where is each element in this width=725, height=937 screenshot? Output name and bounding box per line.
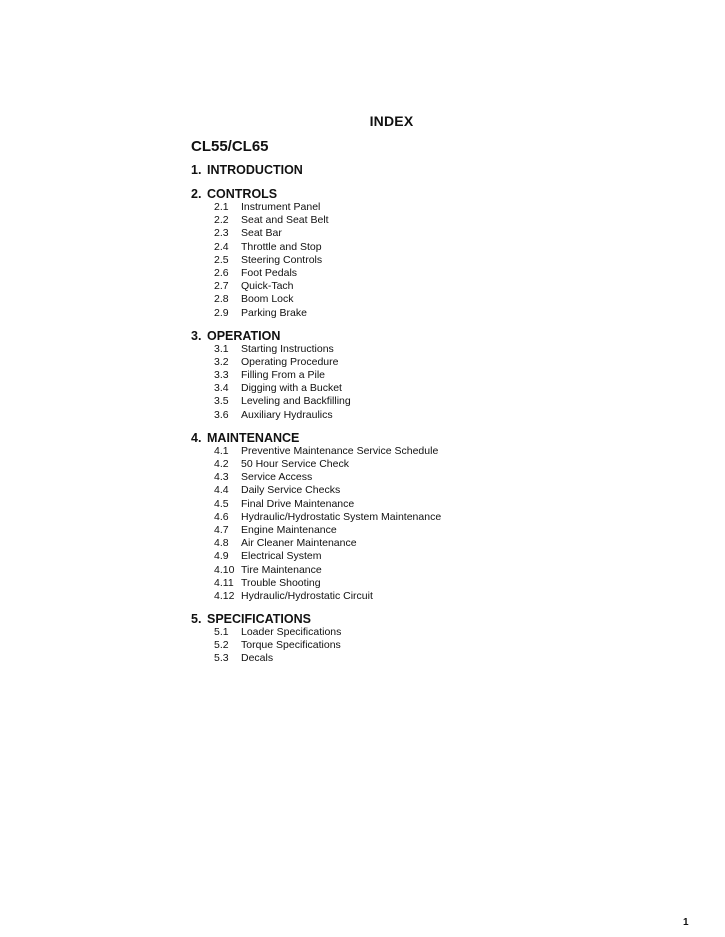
list-item (191, 550, 671, 563)
list-item (191, 445, 671, 458)
list-item (191, 307, 671, 320)
item-label: Trouble Shooting (241, 576, 321, 589)
section-item-list (191, 201, 671, 320)
toc-section (191, 163, 671, 177)
section-number: 2. (191, 187, 202, 201)
list-item (191, 343, 671, 356)
list-item (191, 254, 671, 267)
item-number: 2.6 (214, 266, 229, 279)
item-label: Service Access (241, 471, 313, 484)
item-label: Air Cleaner Maintenance (241, 537, 357, 550)
item-label: Seat Bar (241, 227, 282, 240)
item-number: 5.3 (214, 652, 229, 665)
item-number: 3.3 (214, 369, 229, 382)
item-label: Hydraulic/Hydrostatic System Maintenance (241, 510, 442, 523)
section-title: CONTROLS (207, 187, 278, 201)
item-label: Electrical System (241, 550, 322, 563)
section-heading (191, 329, 671, 343)
item-number: 4.10 (214, 563, 235, 576)
item-label: Final Drive Maintenance (241, 497, 355, 510)
section-heading (191, 612, 671, 626)
section-number: 4. (191, 430, 202, 445)
list-item (191, 293, 671, 306)
list-item (191, 652, 671, 665)
item-number: 4.9 (214, 550, 229, 563)
item-label: Foot Pedals (241, 266, 298, 279)
item-number: 3.6 (214, 408, 229, 421)
item-number: 2.3 (214, 227, 229, 240)
list-item (191, 458, 671, 471)
list-item (191, 590, 671, 603)
list-item (191, 524, 671, 537)
list-item (191, 639, 671, 652)
item-label: Tire Maintenance (241, 563, 322, 576)
list-item (191, 241, 671, 254)
item-number: 5.2 (214, 639, 229, 652)
list-item (191, 267, 671, 280)
item-label: Preventive Maintenance Service Schedule (241, 444, 439, 457)
item-label: Starting Instructions (241, 342, 334, 355)
item-number: 4.7 (214, 523, 229, 536)
item-label: Leveling and Backfilling (241, 395, 351, 408)
list-item (191, 356, 671, 369)
section-item-list (191, 626, 671, 666)
item-number: 4.5 (214, 497, 229, 510)
item-label: Throttle and Stop (241, 240, 322, 253)
item-label: Instrument Panel (241, 201, 321, 213)
item-label: Daily Service Checks (241, 484, 341, 497)
item-label: Torque Specifications (241, 639, 341, 652)
item-number: 4.11 (214, 576, 234, 589)
section-number: 3. (191, 328, 202, 343)
item-label: Filling From a Pile (241, 369, 326, 382)
item-number: 4.4 (214, 484, 229, 497)
item-number: 2.8 (214, 293, 229, 306)
list-item (191, 369, 671, 382)
page-title: INDEX (369, 113, 414, 129)
item-number: 3.1 (214, 342, 229, 355)
section-title: OPERATION (207, 328, 281, 343)
item-number: 4.1 (214, 444, 229, 457)
item-label: Seat and Seat Belt (241, 214, 329, 227)
item-number: 4.8 (214, 537, 229, 550)
item-number: 5.1 (214, 626, 229, 639)
item-number: 3.2 (214, 355, 229, 368)
item-number: 2.7 (214, 280, 229, 293)
list-item (191, 537, 671, 550)
item-number: 2.1 (214, 201, 229, 213)
item-label: Engine Maintenance (241, 523, 337, 536)
list-item (191, 395, 671, 408)
item-label: Digging with a Bucket (241, 382, 342, 395)
item-number: 2.5 (214, 253, 229, 266)
list-item (191, 511, 671, 524)
item-label: Operating Procedure (241, 355, 339, 368)
item-label: Parking Brake (241, 306, 307, 319)
section-title: SPECIFICATIONS (207, 612, 311, 627)
list-item (191, 484, 671, 497)
item-label: Quick-Tach (241, 280, 294, 293)
item-number: 4.6 (214, 510, 229, 523)
section-heading (191, 431, 671, 445)
section-item-list (191, 343, 671, 422)
page-number: 1 (683, 917, 689, 928)
list-item (191, 626, 671, 639)
document-title: CL55/CL65 (191, 138, 269, 155)
section-number: 5. (191, 612, 202, 627)
section-item-list (191, 445, 671, 603)
section-heading (191, 163, 671, 177)
item-number: 2.4 (214, 240, 229, 253)
item-label: Steering Controls (241, 253, 323, 266)
item-number: 3.5 (214, 395, 229, 408)
list-item (191, 577, 671, 590)
item-label: Loader Specifications (241, 626, 342, 639)
item-number: 3.4 (214, 382, 229, 395)
list-item (191, 201, 671, 214)
list-item (191, 498, 671, 511)
item-number: 4.3 (214, 471, 229, 484)
toc-section (191, 431, 671, 603)
list-item (191, 214, 671, 227)
list-item (191, 227, 671, 240)
toc-section (191, 329, 671, 422)
section-title: INTRODUCTION (207, 163, 303, 177)
item-number: 2.2 (214, 214, 229, 227)
item-label: Boom Lock (241, 293, 294, 306)
section-heading (191, 187, 671, 201)
list-item (191, 564, 671, 577)
item-number: 2.9 (214, 306, 229, 319)
item-label: Hydraulic/Hydrostatic Circuit (241, 589, 373, 602)
table-of-contents (191, 163, 671, 666)
item-label: Decals (241, 652, 274, 665)
list-item (191, 471, 671, 484)
item-number: 4.2 (214, 458, 229, 470)
item-label: Auxiliary Hydraulics (241, 408, 333, 421)
toc-section (191, 612, 671, 666)
item-label: 50 Hour Service Check (241, 458, 349, 470)
toc-section (191, 187, 671, 320)
list-item (191, 382, 671, 395)
item-number: 4.12 (214, 589, 235, 602)
list-item (191, 409, 671, 422)
section-title: MAINTENANCE (207, 430, 300, 445)
section-number: 1. (191, 163, 202, 177)
list-item (191, 280, 671, 293)
